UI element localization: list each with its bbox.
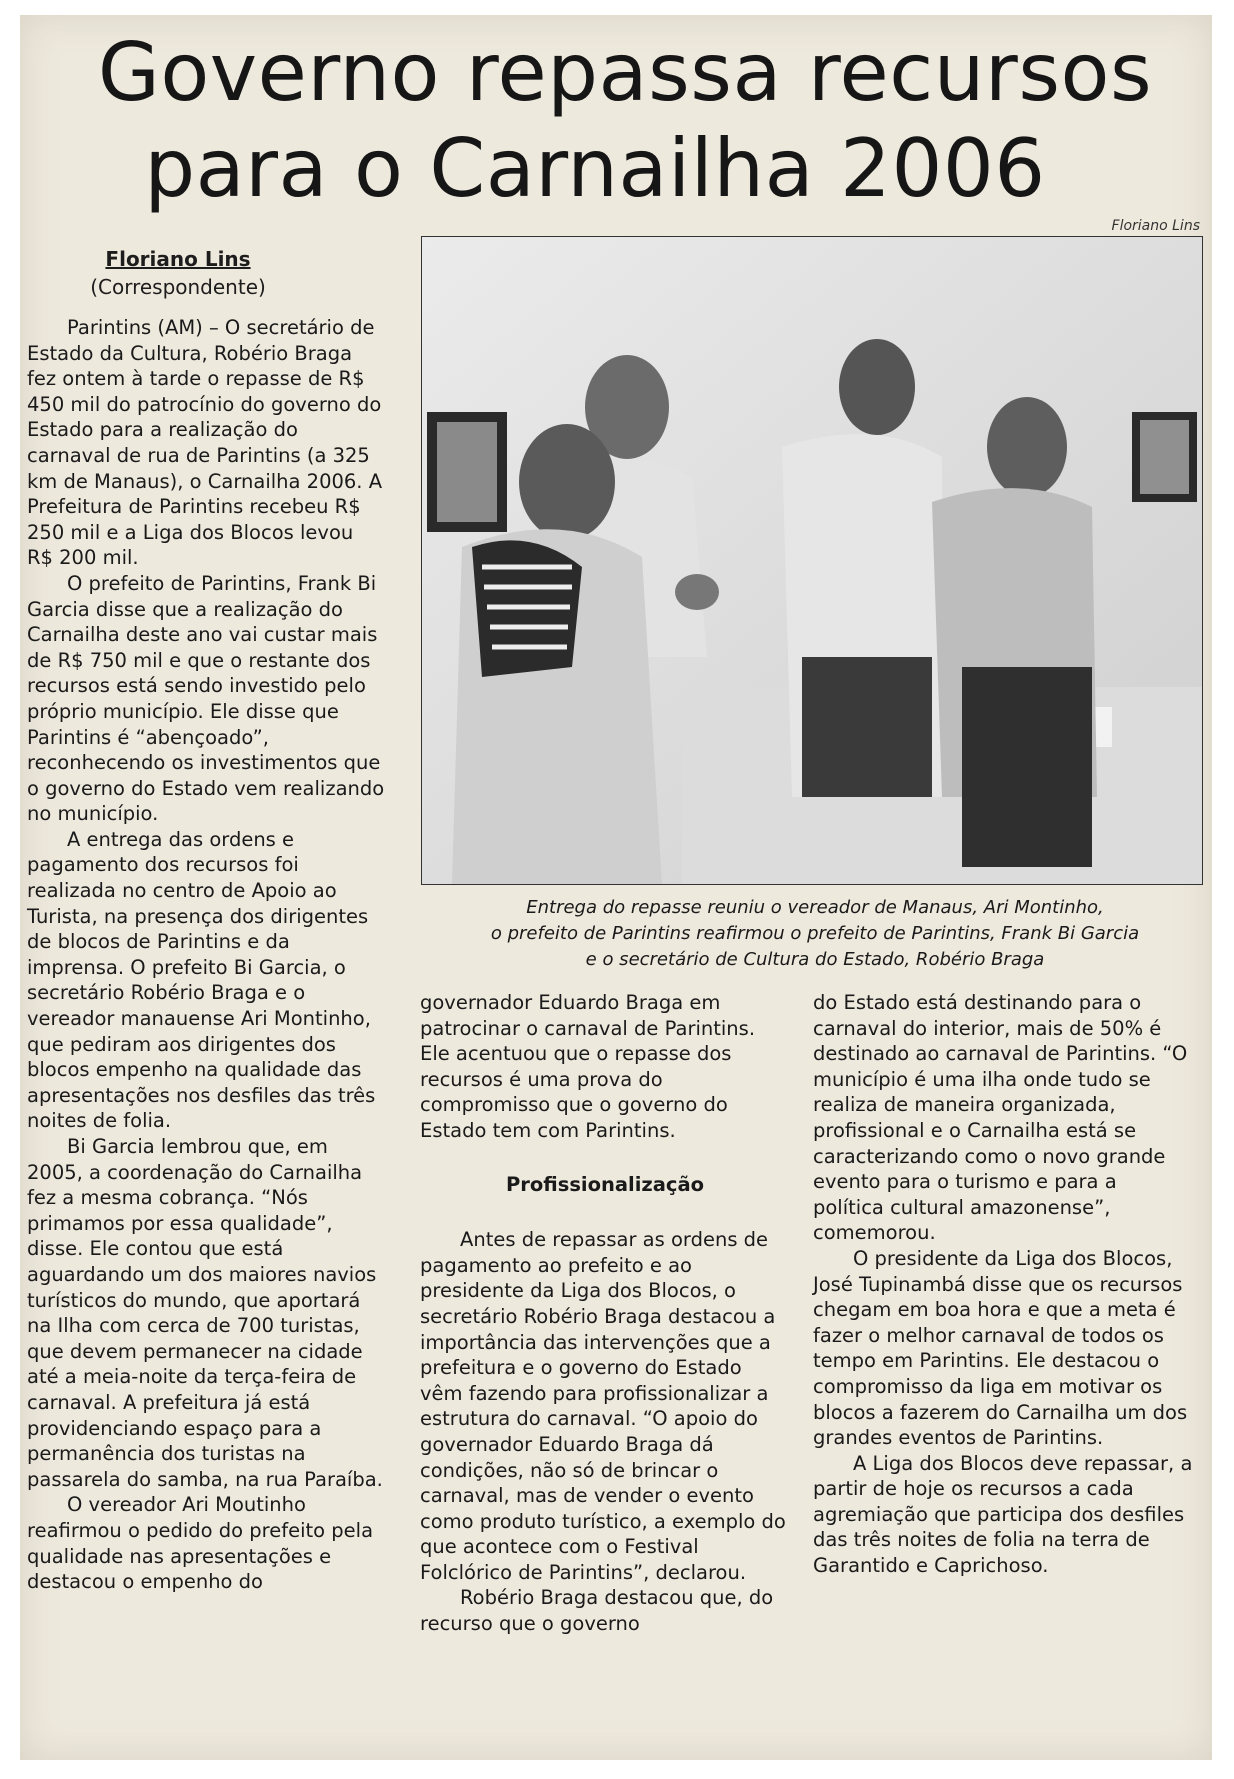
- article-photo: [421, 236, 1203, 885]
- paragraph: O presidente da Liga dos Blocos, José Tupinambá disse que os recursos chegam em boa hora e que a meta é fazer o melhor carnaval de todos os tempo em Parintins. Ele destacou o compromisso da liga em motivar os blocos a fazerem do Carnailha um dos grandes eventos de Parintins.: [813, 1246, 1188, 1450]
- text-column-2: [420, 990, 790, 1637]
- headline: [40, 25, 1210, 217]
- author-role: (Correspondente): [90, 275, 266, 299]
- text-column-1: [27, 315, 385, 1595]
- paragraph: governador Eduardo Braga em patrocinar o carnaval de Parintins. Ele acentuou que o repasse dos recursos é uma prova do compromisso que o governo do Estado tem com Parintins.: [420, 991, 756, 1142]
- author-name: Floriano Lins: [105, 247, 251, 271]
- paragraph: do Estado está destinando para o carnaval do interior, mais de 50% é destinado ao carnaval de Parintins. “O município é uma ilha onde tudo se realiza de maneira organizada, profissional e o Carnailha está se caracterizando como o novo grande evento para o turismo e para a política cultural amazonense”, comemorou.: [813, 991, 1188, 1245]
- paragraph: Antes de repassar as ordens de pagamento ao prefeito e ao presidente da Liga dos Blocos, o secretário Robério Braga destacou a importância das intervenções que a prefeitura e o governo do Estado vêm fazendo para profissionalizar a estrutura do carnaval. “O apoio do governador Eduardo Braga dá condições, não só de brincar o carnaval, mas de vender o evento como produto turístico, a exemplo do que acontece com o Festival Folclórico de Parintins”, declarou.: [420, 1228, 786, 1584]
- paragraph: A entrega das ordens e pagamento dos recursos foi realizada no centro de Apoio ao Turista, na presença dos dirigentes de blocos de Parintins e da imprensa. O prefeito Bi Garcia, o secretário Robério Braga e o vereador manauense Ari Montinho, que pediram aos dirigentes dos blocos empenho na qualidade das apresentações nos desfiles das três noites de folia.: [27, 827, 376, 1133]
- newspaper-clipping: [20, 15, 1212, 1760]
- photo-credit: Floriano Lins: [1111, 218, 1200, 234]
- subheading: Profissionalização: [505, 1172, 705, 1196]
- photo-caption: [420, 895, 1210, 973]
- paragraph: Parintins (AM) – O secretário de Estado da Cultura, Robério Braga fez ontem à tarde o repasse de R$ 450 mil do patrocínio do governo do Estado para a realização do carnaval de rua de Parintins (a 325 km de Manaus), o Carnailha 2006. A Prefeitura de Parintins recebeu R$ 250 mil e a Liga dos Blocos levou R$ 200 mil.: [27, 316, 383, 570]
- text-column-3: [813, 990, 1193, 1579]
- paragraph: Robério Braga destacou que, do recurso que o governo: [420, 1586, 774, 1636]
- paragraph: O prefeito de Parintins, Frank Bi Garcia disse que a realização do Carnailha deste ano vai custar mais de R$ 750 mil e que o restante dos recursos está sendo investido pelo próprio município. Ele disse que Parintins é “abençoado”, reconhecendo os investimentos que o governo do Estado vem realizando no município.: [27, 571, 385, 826]
- paragraph: Bi Garcia lembrou que, em 2005, a coordenação do Carnailha fez a mesma cobrança. “Nós primamos por essa qualidade”, disse. Ele contou que está aguardando um dos maiores navios turísticos do mundo, que aportará na Ilha com cerca de 700 turistas, que devem permanecer na cidade até a meia-noite da terça-feira de carnaval. A prefeitura já está providenciando espaço para a permanência dos turistas na passarela do samba, na rua Paraíba.: [27, 1135, 383, 1491]
- byline: [28, 245, 328, 301]
- headline-line-1: Governo repassa recursos: [97, 26, 1153, 119]
- headline-line-2: para o Carnailha 2006: [144, 122, 1046, 215]
- photo-caption-line-3: e o secretário de Cultura do Estado, Robério Braga: [585, 949, 1045, 970]
- paragraph: A Liga dos Blocos deve repassar, a partir de hoje os recursos a cada agremiação que participa dos desfiles das três noites de folia na terra de Garantido e Caprichoso.: [813, 1451, 1193, 1578]
- paragraph: O vereador Ari Moutinho reafirmou o pedido do prefeito pela qualidade nas apresentações e destacou o empenho do: [27, 1493, 374, 1594]
- photo-caption-line-2: o prefeito de Parintins reafirmou o prefeito de Parintins, Frank Bi Garcia: [490, 923, 1140, 944]
- photo-caption-line-1: Entrega do repasse reuniu o vereador de Manaus, Ari Montinho,: [526, 897, 1104, 918]
